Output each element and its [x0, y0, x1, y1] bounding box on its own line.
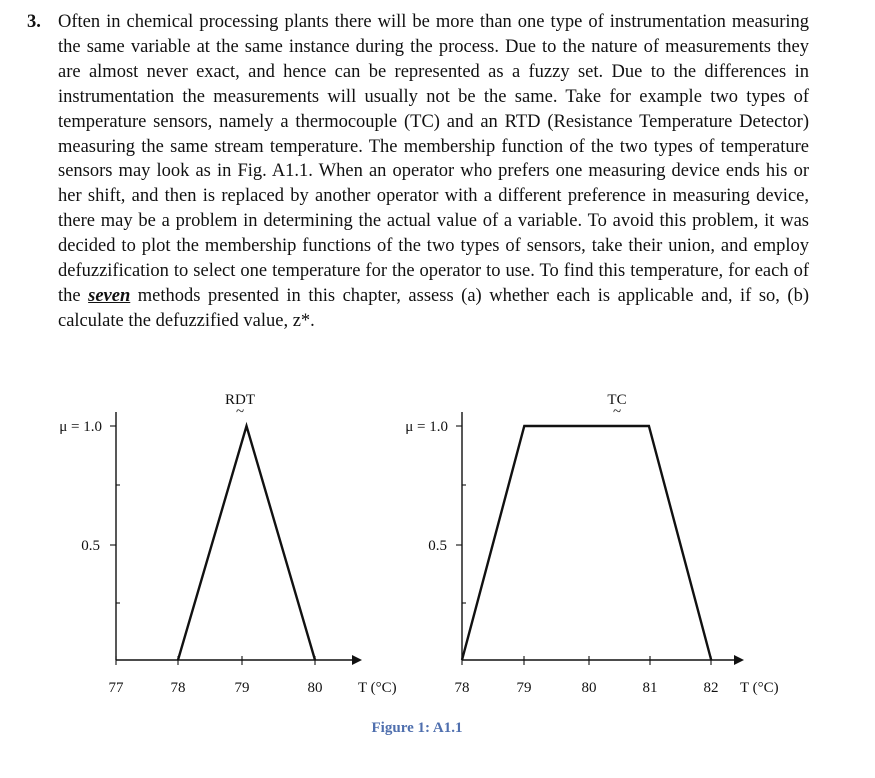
tc-x-axis-arrow [734, 655, 744, 665]
rdt-x-label-77: 77 [108, 680, 124, 696]
tc-x-axis-title: T (°C) [740, 680, 779, 696]
tc-x-label-78: 78 [454, 680, 470, 696]
rdt-x-label-80: 80 [307, 680, 323, 696]
problem-text-end: methods presented in this chapter, assess (a) whether each is applicable and, if so, (b) calculate the defuzzified value, z*. [58, 285, 809, 331]
rdt-x-axis-title: T (°C) [358, 680, 397, 696]
tc-title: TC [607, 392, 627, 408]
tc-y-label-05: 0.5 [428, 538, 447, 554]
rdt-title: RDT [225, 392, 255, 408]
tc-x-label-80: 80 [581, 680, 597, 696]
rdt-y-label-05: 0.5 [81, 538, 100, 554]
tc-y-label-1: μ = 1.0 [405, 419, 448, 435]
rdt-y-label-1: μ = 1.0 [59, 419, 102, 435]
emphasis-seven: seven [88, 285, 131, 306]
rdt-x-label-79: 79 [234, 680, 250, 696]
rdt-x-axis-arrow [352, 655, 362, 665]
rdt-chart [59, 392, 396, 696]
tc-chart [405, 392, 778, 696]
tc-x-label-82: 82 [703, 680, 719, 696]
tc-membership-curve [462, 426, 711, 660]
rdt-tilde: ~ [235, 404, 245, 420]
rdt-x-label-78: 78 [170, 680, 186, 696]
problem-text-start: Often in chemical processing plants there will be more than one type of instrumentation measuring the same variable at the same instance during the process. Due to the nature of measurements they are almost never exact, and hence can be represented as a fuzzy set. Due to the differences in instrumentation the measurements will usually not be the same. Take for example two types of temperature sensors, namely a thermocouple (TC) and an RTD (Resistance Temperature Detector) measuring the same stream temperature. The membership function of the two types of temperature sensors may look as in Fig. A1.1. When an operator who prefers one measuring device ends his or her shift, and then is replaced by another operator with a different preference in measuring device, there may be a problem in determining the actual value of a variable. To avoid this problem, it was decided to plot the membership functions of the two types of sensors, take their union, and employ defuzzification to select one temperature for the operator to use. To find this temperature, for each of the [58, 12, 809, 306]
tc-tilde: ~ [612, 404, 622, 420]
rdt-membership-curve [178, 426, 315, 660]
tc-x-label-79: 79 [516, 680, 532, 696]
tc-x-label-81: 81 [642, 680, 658, 696]
figure-caption: Figure 1: A1.1 [371, 720, 463, 736]
problem-number: 3. [27, 12, 41, 32]
